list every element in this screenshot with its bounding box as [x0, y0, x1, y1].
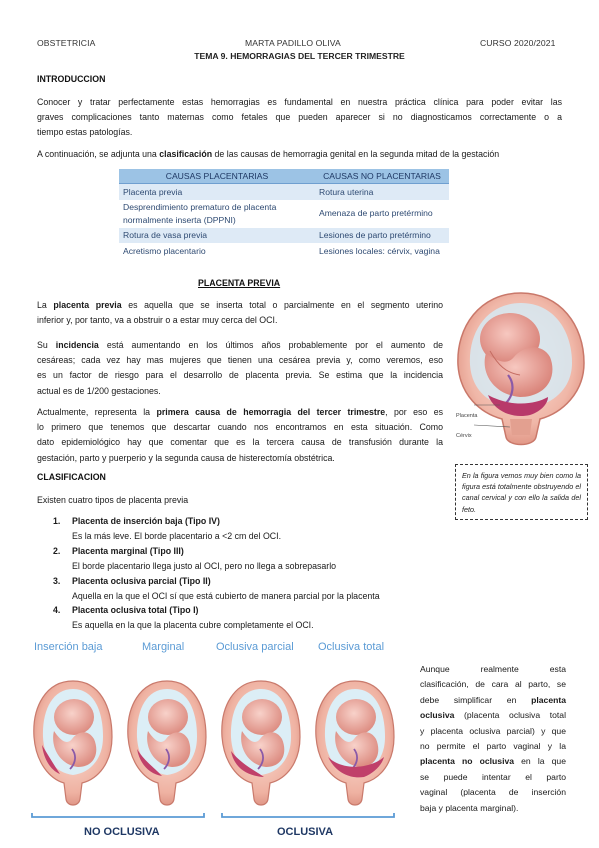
list-title: Placenta oclusiva total (Tipo I)	[72, 605, 199, 615]
figure-caption: En la figura vemos muy bien como la figura está totalmente obstruyendo el canal cervical y con ello la salida del feto.	[455, 464, 588, 520]
side-paragraph: Aunque realmente esta clasificación, de cara al parto, se debe simplificar en placenta oclusiva (placenta oclusiva total y placenta oclusiva parcial) y que no permite el parto vaginal y la placenta no oclusiva en la que se puede intentar el parto vaginal (placenta de inserción baja y placenta marginal).	[420, 664, 566, 813]
group-label-oclusiva: OCLUSIVA	[277, 826, 334, 838]
placenta-heading: PLACENTA PREVIA	[198, 278, 281, 288]
table-cell: Desprendimiento prematuro de placenta normalmente inserta (DPPNI)	[123, 202, 277, 225]
header-subject: OBSTETRICIA	[37, 38, 96, 48]
list-description: El borde placentario llega justo al OCI, pero no llega a sobrepasarlo	[72, 561, 337, 571]
table-header: CAUSAS NO PLACENTARIAS	[315, 169, 449, 184]
figure-label-oclusiva-total: Oclusiva total	[318, 641, 385, 653]
list-number: 3.	[53, 576, 61, 586]
placenta-types-illustration	[22, 655, 402, 823]
list-description: Es aquella en la que la placenta cubre completamente el OCI.	[72, 620, 314, 630]
placenta-paragraph-3: Actualmente, representa la primera causa de hemorragia del tercer trimestre, por eso es lo primero que tenemos que descartar cuando nos encontramos en esta situación. Como dato epidemiológico hay que comentar que es la tercera causa de transfusión durante la gestación, parto y puerperio y la segunda causa de histerectomía obstétrica.	[37, 407, 443, 463]
figure-label-cervix: Cérvix	[456, 433, 472, 439]
causes-table	[119, 169, 449, 259]
header-author: MARTA PADILLO OLIVA	[245, 38, 341, 48]
list-title: Placenta de inserción baja (Tipo IV)	[72, 516, 220, 526]
group-label-no-oclusiva: NO OCLUSIVA	[84, 826, 160, 838]
table-cell: Rotura uterina	[315, 184, 449, 200]
table-row	[119, 200, 449, 228]
placenta-paragraph-1: La placenta previa es aquella que se inserta total o parcialmente en el segmento uterino inferior y, por tanto, va a obstruir o a estar muy cerca del OCI.	[37, 300, 443, 326]
list-title: Placenta marginal (Tipo III)	[72, 546, 184, 556]
table-row	[119, 243, 449, 259]
figure-label-insercion-baja: Inserción baja	[34, 641, 103, 653]
clasificacion-intro: Existen cuatro tipos de placenta previa	[37, 495, 189, 505]
list-title: Placenta oclusiva parcial (Tipo II)	[72, 576, 211, 586]
table-row	[119, 184, 449, 200]
table-header: CAUSAS PLACENTARIAS	[119, 169, 315, 184]
placenta-paragraph-2: Su incidencia está aumentando en los últimos años probablemente por el aumento de cesáreas; cada vez hay mas mujeres que tienen una cesárea previa y, como veremos, eso es un factor de riesgo para el desarrollo de placenta previa. Se estima que la incidencia actual es de 1/200 gestaciones.	[37, 340, 443, 396]
table-cell: Lesiones locales: cérvix, vagina	[319, 245, 440, 256]
list-number: 4.	[53, 605, 61, 615]
figure-label-marginal: Marginal	[142, 641, 185, 653]
table-cell: Acretismo placentario	[123, 245, 206, 256]
header-course: CURSO 2020/2021	[480, 38, 556, 48]
table-cell: Placenta previa	[119, 184, 315, 200]
intro-paragraph-2: A continuación, se adjunta una clasificación de las causas de hemorragia genital en la segunda mitad de la gestación	[37, 149, 500, 159]
table-cell: Rotura de vasa previa	[119, 228, 315, 244]
table-row	[119, 228, 449, 244]
list-description: Aquella en la que el OCI sí que está cubierto de manera parcial por la placenta	[72, 591, 380, 601]
figure-label-placenta: Placenta	[456, 413, 478, 419]
page-title: TEMA 9. HEMORRAGIAS DEL TERCER TRIMESTRE	[194, 51, 405, 61]
list-number: 1.	[53, 516, 61, 526]
intro-heading: INTRODUCCION	[37, 74, 106, 84]
clasificacion-heading: CLASIFICACION	[37, 472, 106, 482]
figure-label-oclusiva-parcial: Oclusiva parcial	[216, 641, 294, 653]
list-number: 2.	[53, 546, 61, 556]
intro-paragraph-1: Conocer y tratar perfectamente estas hemorragias es fundamental en nuestra práctica clínica para poder evitar las graves complicaciones tanto maternas como fetales que pueden aparecer si no diagnosticamos correctamente o a tiempo estas patologías.	[37, 97, 562, 138]
table-cell: Lesiones de parto pretérmino	[315, 228, 449, 244]
table-cell: Amenaza de parto pretérmino	[319, 208, 433, 219]
list-description: Es la más leve. El borde placentario a <2 cm del OCI.	[72, 531, 282, 541]
uterus-illustration	[450, 287, 592, 457]
